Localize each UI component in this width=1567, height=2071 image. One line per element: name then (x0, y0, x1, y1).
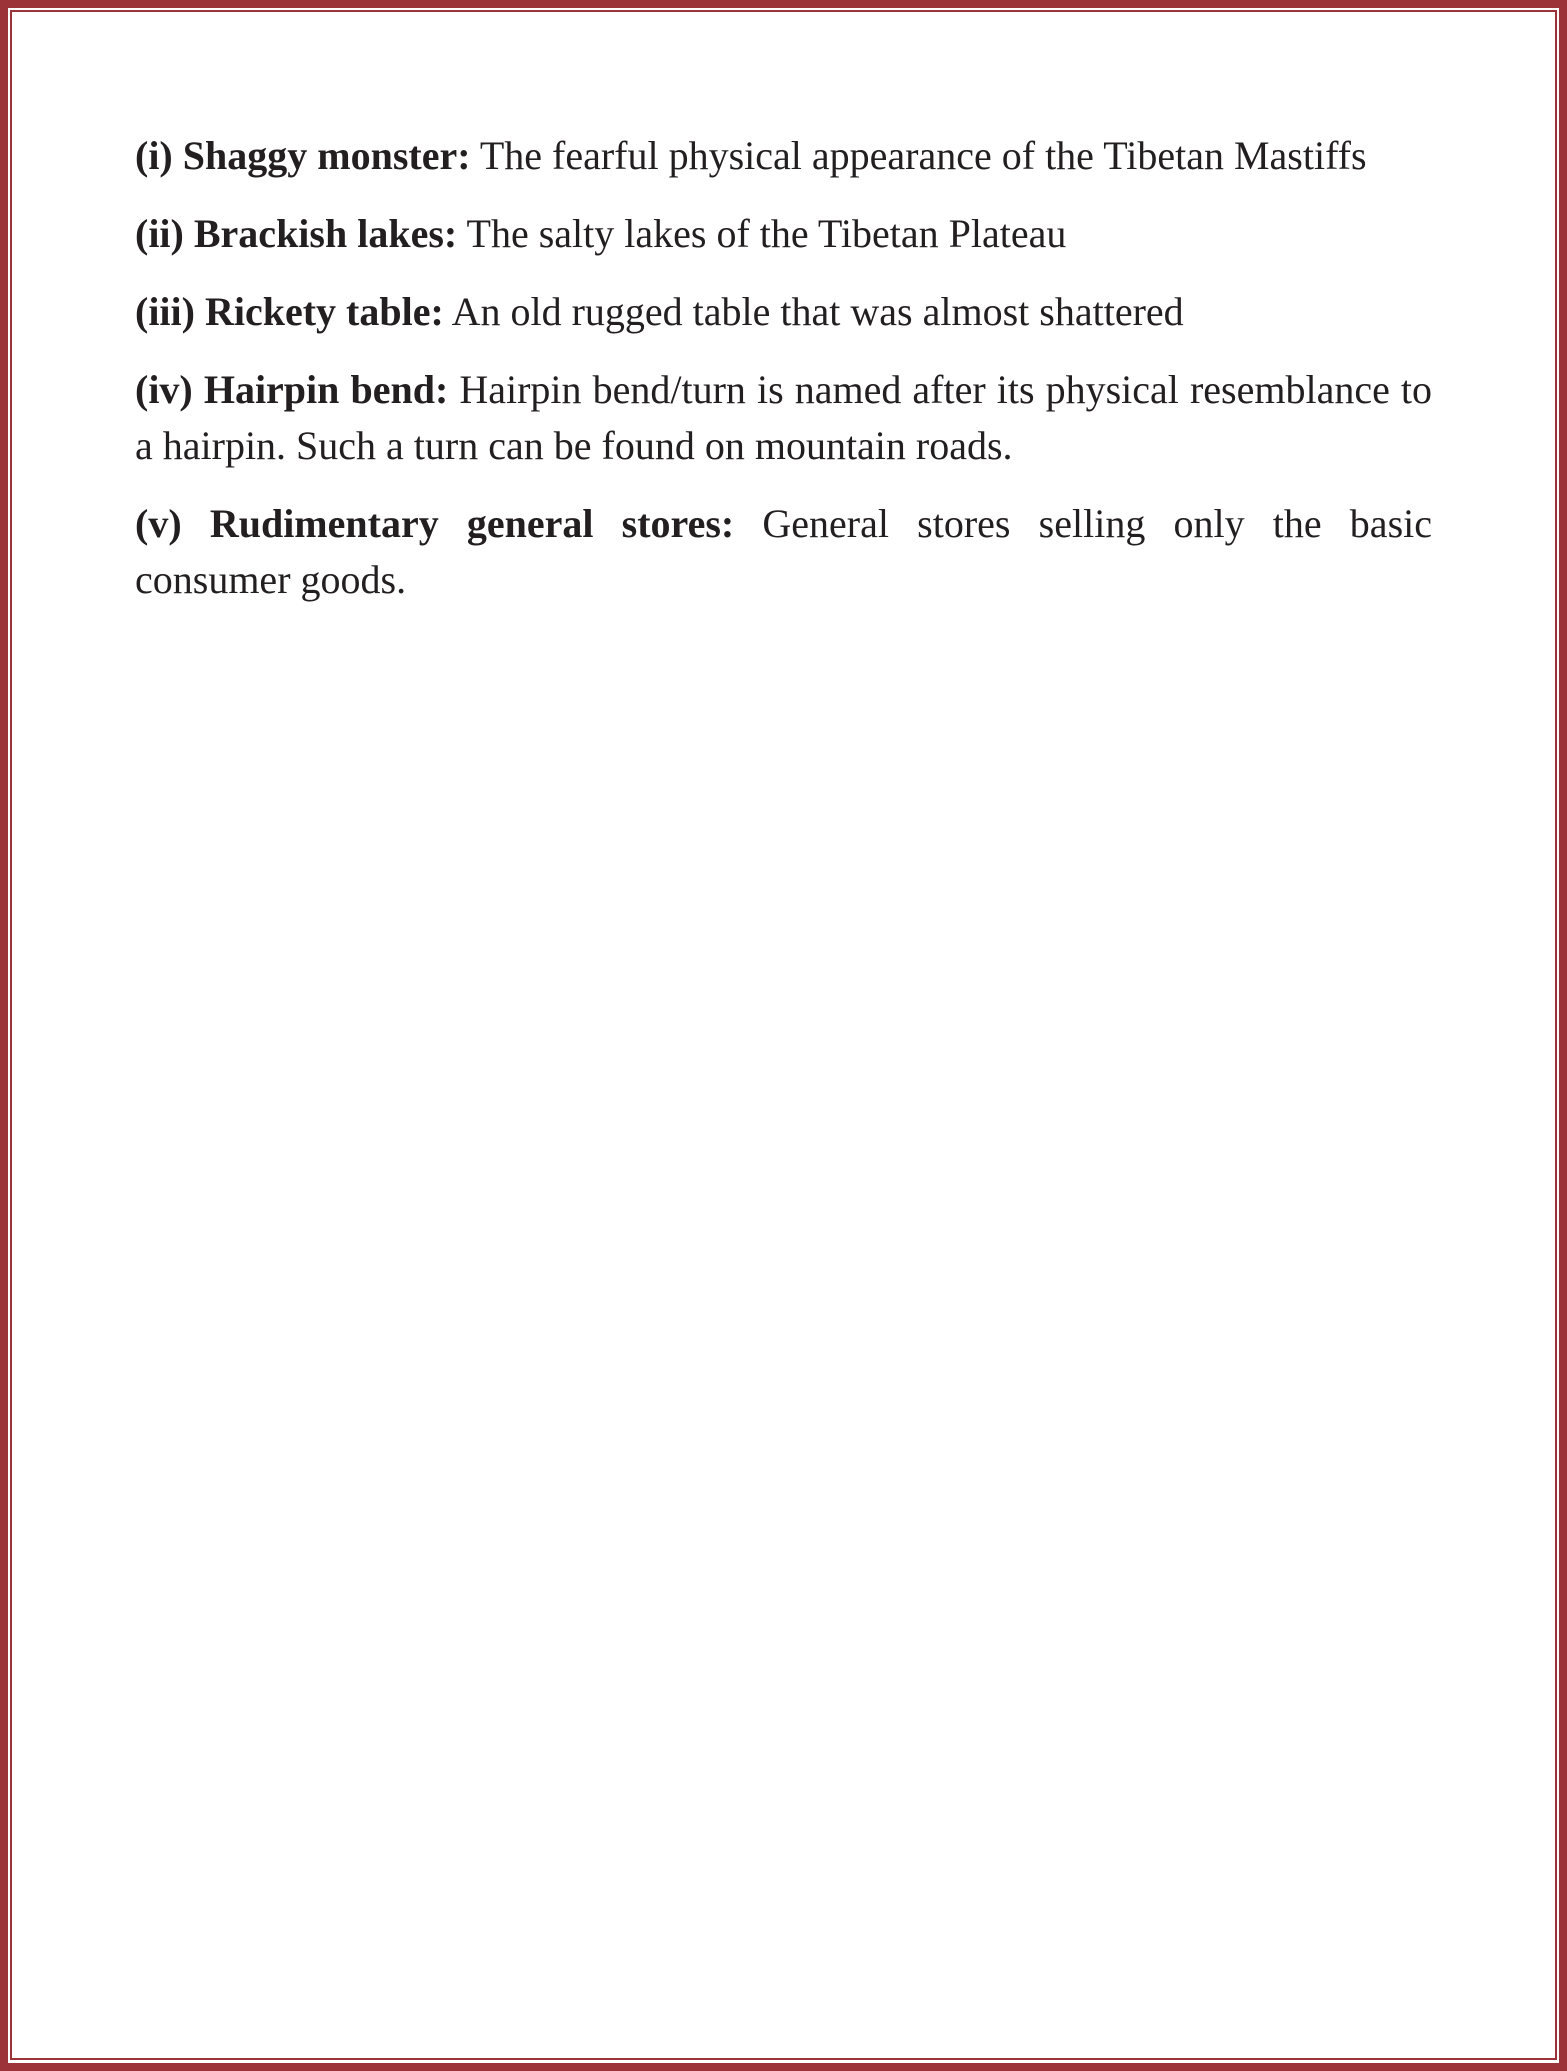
glossary-item-brackish-lakes (135, 206, 1432, 262)
glossary-item-shaggy-monster (135, 128, 1432, 184)
glossary-item-rickety-table (135, 284, 1432, 340)
item-marker: (ii) (135, 211, 184, 256)
item-definition: The fearful physical appearance of the Tibetan Mastiffs (479, 133, 1367, 178)
item-term: Brackish lakes: (193, 211, 458, 256)
item-definition: An old rugged table that was almost shattered (451, 289, 1184, 334)
item-definition: The salty lakes of the Tibetan Plateau (466, 211, 1067, 256)
item-term: Rudimentary general stores: (209, 501, 735, 546)
item-marker: (iii) (135, 289, 195, 334)
item-marker: (i) (135, 133, 173, 178)
item-term: Shaggy monster: (182, 133, 471, 178)
glossary-list (135, 128, 1432, 630)
glossary-item-rudimentary-general-stores (135, 496, 1432, 608)
item-term: Rickety table: (204, 289, 444, 334)
item-marker: (v) (135, 501, 182, 546)
item-definition: Hairpin bend/turn is named after its physical resemblance to a hairpin. Such a turn can be found on mountain roads. (135, 367, 1432, 468)
item-term: Hairpin bend: (203, 367, 449, 412)
glossary-item-hairpin-bend (135, 362, 1432, 474)
item-marker: (iv) (135, 367, 193, 412)
item-definition: General stores selling only the basic consumer goods. (135, 501, 1432, 602)
